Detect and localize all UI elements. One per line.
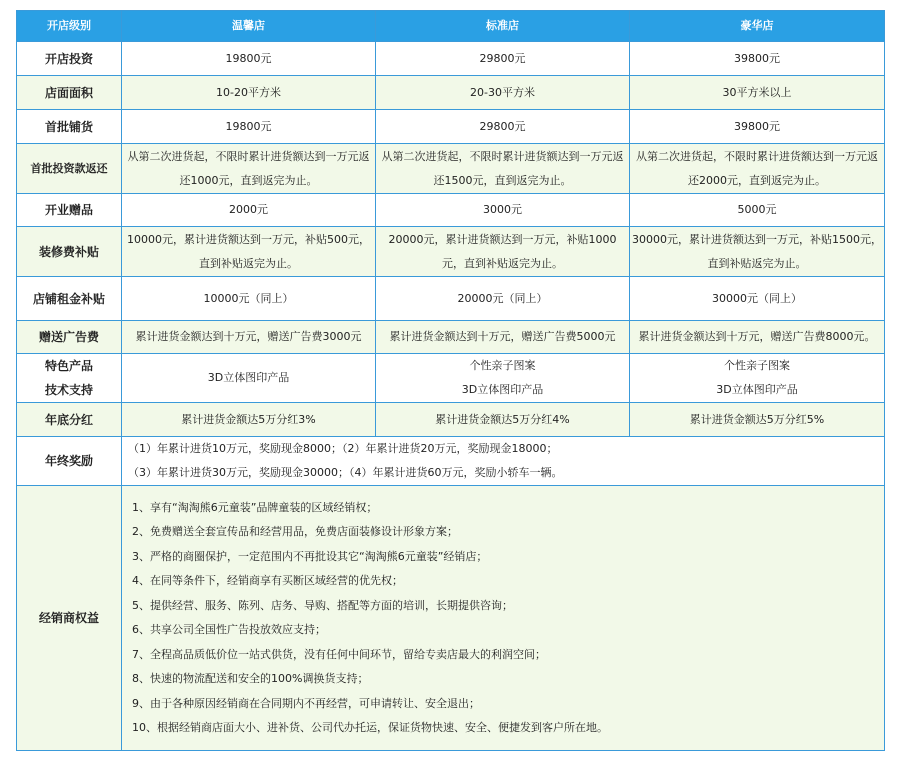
cell-line: 3D立体图印产品 <box>207 371 290 384</box>
list-item: 4、在同等条件下，经销商享有买断区域经营的优先权； <box>132 574 403 587</box>
list-item: 1、享有“淘淘熊6元童装”品牌童装的区域经销权； <box>132 500 378 514</box>
table-cell: 30000元，累计进货额达到一万元，补贴1500元，直到补贴返完为止。 <box>630 227 885 277</box>
award-line: （1）年累计进货10万元，奖励现金8000；（2）年累计进货20万元，奖励现金18000； <box>128 442 558 455</box>
row-label-line: 技术支持 <box>44 383 93 397</box>
franchise-table-wrap <box>16 10 884 751</box>
table-cell: 20000元，累计进货额达到一万元，补贴1000元，直到补贴返完为止。 <box>376 227 630 277</box>
list-item: 3、严格的商圈保护，一定范围内不再批设其它“淘淘熊6元童装”经销店； <box>132 549 488 563</box>
table-cell: 39800元 <box>630 110 885 144</box>
table-cell <box>376 354 630 403</box>
header-standard-store: 标准店 <box>376 11 630 42</box>
list-item: 2、免费赠送全套宣传品和经营用品，免费店面装修设计形象方案； <box>132 525 458 538</box>
list-item: 8、快速的物流配送和安全的100%调换货支持； <box>132 672 369 685</box>
table-cell: 累计进货金额达5万分红3% <box>122 403 376 437</box>
table-cell: 从第二次进货起，不限时累计进货额达到一万元返还1500元，直到返完为止。 <box>376 144 630 194</box>
table-cell: 累计进货金额达到十万元，赠送广告费3000元 <box>122 321 376 354</box>
table-cell: 29800元 <box>376 42 630 76</box>
rights-list <box>122 486 885 751</box>
cell-line: 3D立体图印产品 <box>461 383 544 396</box>
row-label <box>17 354 122 403</box>
award-line: （3）年累计进货30万元，奖励现金30000；（4）年累计进货60万元，奖励小轿车一辆。 <box>128 466 563 479</box>
header-row <box>17 11 885 42</box>
row-label-line: 特色产品 <box>44 359 93 373</box>
list-item: 6、共享公司全国性广告投放效应支持； <box>132 623 326 636</box>
table-cell: 3000元 <box>376 194 630 227</box>
table-cell: 从第二次进货起，不限时累计进货额达到一万元返还1000元，直到返完为止。 <box>122 144 376 194</box>
row-label: 开店投资 <box>17 42 122 76</box>
header-luxury-store: 豪华店 <box>630 11 885 42</box>
row-label: 经销商权益 <box>17 486 122 751</box>
table-cell: 19800元 <box>122 42 376 76</box>
table-row <box>17 403 885 437</box>
row-label: 店铺租金补贴 <box>17 277 122 321</box>
table-row <box>17 277 885 321</box>
year-end-award-cell <box>122 437 885 486</box>
table-cell: 从第二次进货起，不限时累计进货额达到一万元返还2000元，直到返完为止。 <box>630 144 885 194</box>
table-cell: 30平方米以上 <box>630 76 885 110</box>
table-cell: 19800元 <box>122 110 376 144</box>
list-item: 5、提供经营、服务、陈列、店务、导购、搭配等方面的培训，长期提供咨询； <box>132 598 513 612</box>
table-cell: 累计进货金额达到十万元，赠送广告费5000元 <box>376 321 630 354</box>
franchise-level-table <box>16 10 885 751</box>
row-label: 首批铺货 <box>17 110 122 144</box>
table-row <box>17 76 885 110</box>
table-cell <box>122 354 376 403</box>
table-cell: 2000元 <box>122 194 376 227</box>
list-item: 7、全程高品质低价位一站式供货，没有任何中间环节，留给专卖店最大的利润空间； <box>132 647 546 661</box>
table-cell <box>630 354 885 403</box>
table-cell: 29800元 <box>376 110 630 144</box>
year-end-award-row <box>17 437 885 486</box>
row-label: 装修费补贴 <box>17 227 122 277</box>
table-row <box>17 144 885 194</box>
table-cell: 10000元（同上） <box>122 277 376 321</box>
cell-line: 3D立体图印产品 <box>716 383 798 396</box>
table-row <box>17 321 885 354</box>
table-cell: 累计进货金额达5万分红4% <box>376 403 630 437</box>
list-item: 9、由于各种原因经销商在合同期内不再经营，可申请转让、安全退出； <box>132 696 480 710</box>
table-cell: 累计进货金额达到十万元，赠送广告费8000元。 <box>630 321 885 354</box>
table-cell: 20000元（同上） <box>376 277 630 321</box>
cell-line: 个性亲子图案 <box>724 359 790 372</box>
table-cell: 20-30平方米 <box>376 76 630 110</box>
row-label: 赠送广告费 <box>17 321 122 354</box>
table-cell: 30000元（同上） <box>630 277 885 321</box>
table-row <box>17 110 885 144</box>
row-label: 开业赠品 <box>17 194 122 227</box>
table-cell: 5000元 <box>630 194 885 227</box>
header-warm-store: 温馨店 <box>122 11 376 42</box>
header-level: 开店级别 <box>17 11 122 42</box>
table-row <box>17 42 885 76</box>
row-label: 首批投资款返还 <box>17 144 122 194</box>
rights-row <box>17 486 885 751</box>
row-label: 年底分红 <box>17 403 122 437</box>
table-row <box>17 194 885 227</box>
list-item: 10、根据经销商店面大小、进补货、公司代办托运，保证货物快速、安全、便捷发到客户所在地。 <box>132 721 608 734</box>
cell-line: 个性亲子图案 <box>469 359 536 372</box>
table-cell: 累计进货金额达5万分红5% <box>630 403 885 437</box>
table-cell: 10000元，累计进货额达到一万元，补贴500元，直到补贴返完为止。 <box>122 227 376 277</box>
table-row <box>17 354 885 403</box>
table-cell: 10-20平方米 <box>122 76 376 110</box>
table-cell: 39800元 <box>630 42 885 76</box>
table-row <box>17 227 885 277</box>
row-label: 店面面积 <box>17 76 122 110</box>
row-label: 年终奖励 <box>17 437 122 486</box>
